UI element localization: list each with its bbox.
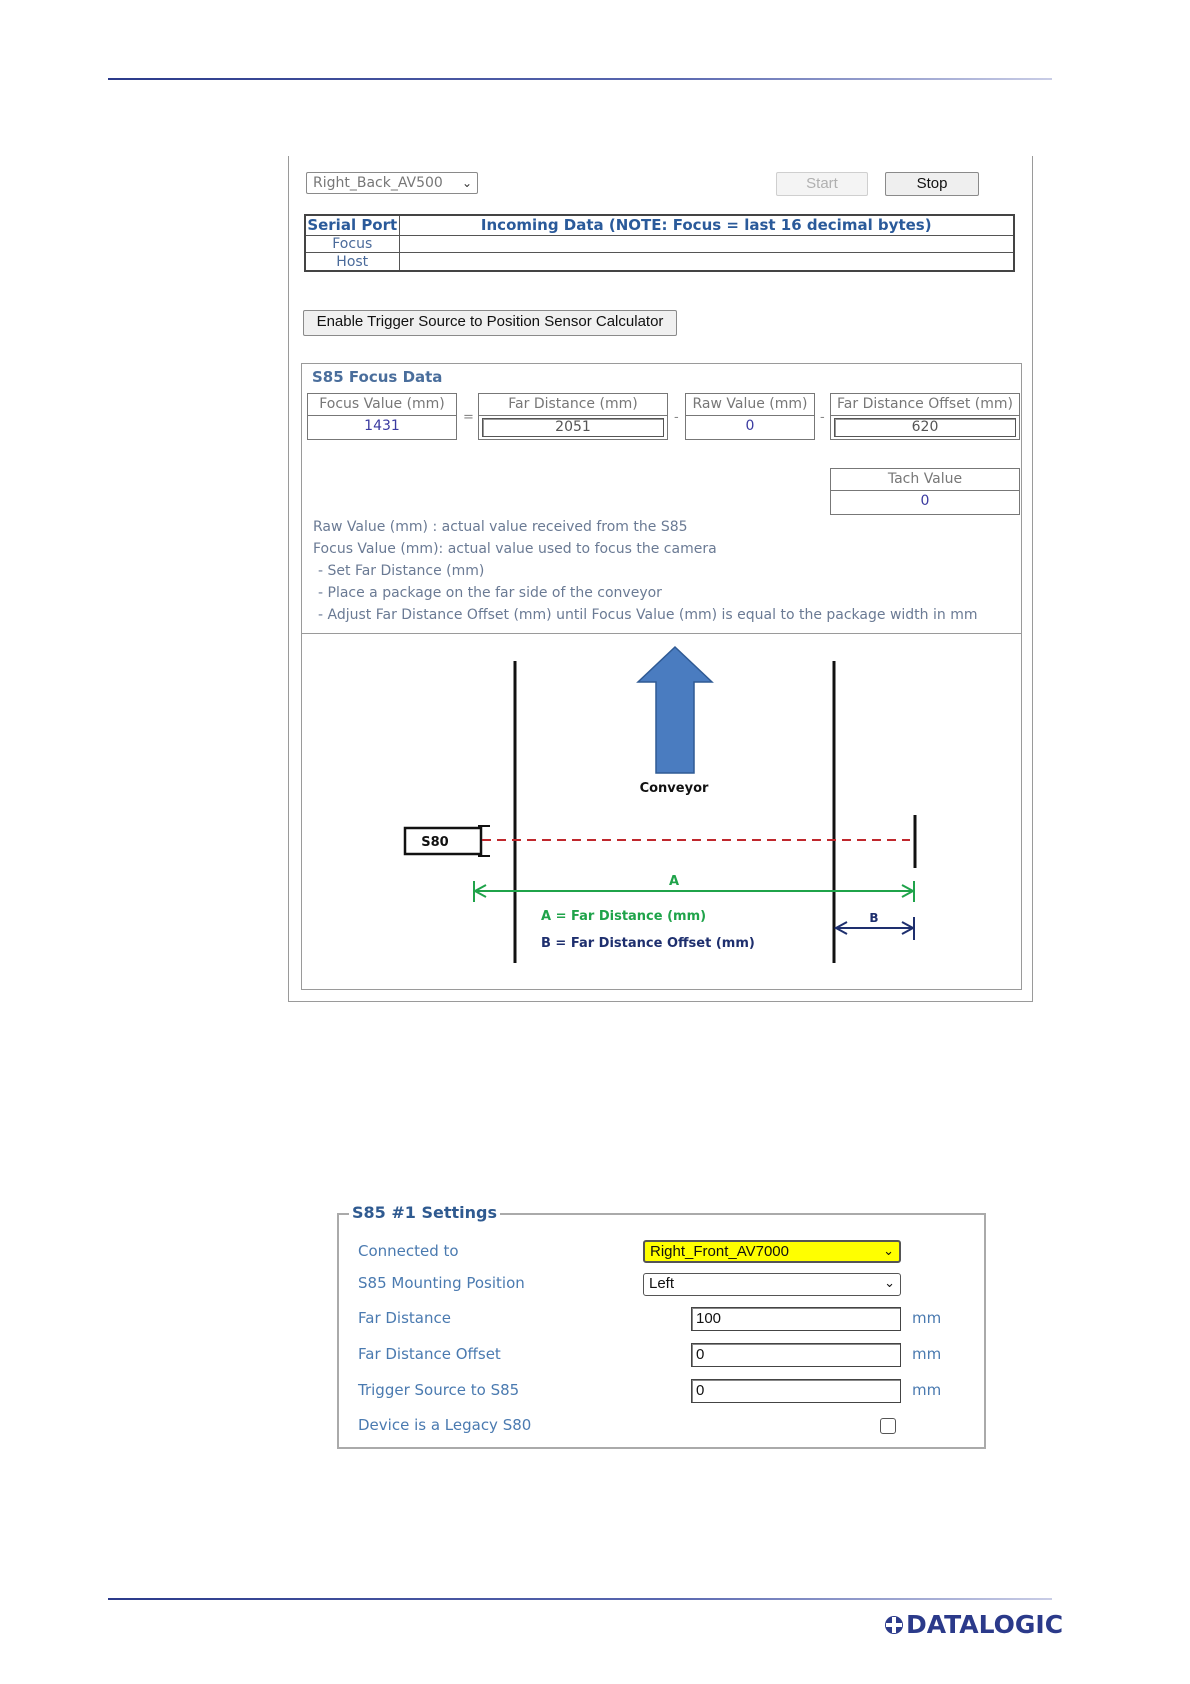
focus-value-box (307, 393, 457, 440)
raw-value: 0 (745, 418, 755, 434)
far-distance-box (478, 393, 668, 440)
far-offset-setting-label: Far Distance Offset (358, 1345, 501, 1363)
legend-b: B = Far Distance Offset (mm) (541, 936, 755, 951)
focus-calculator-screenshot (288, 156, 1033, 1002)
legacy-s80-label: Device is a Legacy S80 (358, 1416, 532, 1434)
tach-value-box (830, 468, 1020, 515)
far-offset-input[interactable]: 620 (834, 418, 1016, 437)
note-raw-value: Raw Value (mm) : actual value received from the S85 (313, 519, 688, 535)
note-step-3: - Adjust Far Distance Offset (mm) until Focus Value (mm) is equal to the package width in mm (318, 607, 978, 623)
datalogic-logo-icon (884, 1615, 904, 1635)
col-serial-port: Serial Port (305, 215, 399, 235)
far-distance-setting-label: Far Distance (358, 1309, 451, 1327)
far-offset-box (830, 393, 1020, 440)
focus-value-label: Focus Value (mm) (308, 394, 456, 416)
equals-operator: = (463, 410, 474, 425)
note-step-1: - Set Far Distance (mm) (318, 563, 485, 579)
conveyor-diagram (302, 633, 1021, 989)
mounting-position-label: S85 Mounting Position (358, 1274, 525, 1292)
start-button[interactable]: Start (776, 172, 868, 196)
legend-a: A = Far Distance (mm) (541, 909, 707, 924)
s80-label: S80 (421, 835, 449, 850)
mounting-position-value: Left (649, 1275, 675, 1292)
chevron-down-icon: ⌄ (461, 176, 472, 190)
far-distance-unit: mm (912, 1309, 942, 1327)
connected-to-label: Connected to (358, 1242, 459, 1260)
connected-to-select[interactable] (643, 1240, 901, 1263)
settings-title: S85 #1 Settings (349, 1203, 500, 1222)
raw-value-box (685, 393, 815, 440)
conveyor-label: Conveyor (639, 781, 709, 796)
mounting-position-select[interactable] (643, 1273, 901, 1296)
datalogic-logo (884, 1610, 1063, 1639)
connected-to-value: Right_Front_AV7000 (650, 1243, 789, 1260)
dimension-b-label: B (869, 911, 879, 925)
focus-data-title: S85 Focus Data (312, 368, 443, 386)
trigger-source-input[interactable]: 0 (691, 1379, 901, 1403)
note-step-2: - Place a package on the far side of the conveyor (318, 585, 662, 601)
device-select[interactable] (306, 172, 478, 194)
tach-value-label: Tach Value (831, 469, 1019, 491)
far-distance-input[interactable]: 2051 (482, 418, 664, 437)
tach-value: 0 (920, 493, 930, 509)
note-focus-value: Focus Value (mm): actual value used to focus the camera (313, 541, 717, 557)
far-distance-label: Far Distance (mm) (479, 394, 667, 416)
trigger-source-label: Trigger Source to S85 (358, 1381, 520, 1399)
chevron-down-icon: ⌄ (884, 1275, 895, 1290)
row-label-host: Host (305, 253, 399, 271)
serial-data-table (304, 214, 1015, 272)
dimension-a-label: A (668, 874, 680, 889)
device-select-value: Right_Back_AV500 (313, 175, 443, 191)
host-data-cell (399, 253, 1014, 271)
focus-data-panel (301, 363, 1022, 990)
col-incoming-data: Incoming Data (NOTE: Focus = last 16 decimal bytes) (399, 215, 1014, 235)
header-rule (108, 78, 1052, 80)
conveyor-diagram-svg (302, 634, 1021, 990)
stop-button[interactable]: Stop (885, 172, 979, 196)
minus-operator-2: - (820, 410, 825, 425)
far-offset-label: Far Distance Offset (mm) (831, 394, 1019, 416)
far-distance-setting-input[interactable]: 100 (691, 1307, 901, 1331)
trigger-source-unit: mm (912, 1381, 942, 1399)
raw-value-label: Raw Value (mm) (686, 394, 814, 416)
chevron-down-icon: ⌄ (883, 1243, 894, 1258)
focus-data-cell (399, 235, 1014, 253)
s85-settings-panel (337, 1203, 986, 1449)
enable-trigger-button[interactable]: Enable Trigger Source to Position Sensor Calculator (303, 310, 677, 336)
conveyor-direction-arrow (638, 647, 712, 773)
far-offset-setting-input[interactable]: 0 (691, 1343, 901, 1367)
datalogic-logo-text: DATALOGIC (906, 1610, 1064, 1639)
footer-rule (108, 1598, 1052, 1600)
row-label-focus: Focus (305, 235, 399, 253)
minus-operator-1: - (674, 410, 679, 425)
focus-value: 1431 (364, 418, 400, 434)
far-offset-unit: mm (912, 1345, 942, 1363)
legacy-s80-checkbox[interactable] (880, 1418, 896, 1434)
